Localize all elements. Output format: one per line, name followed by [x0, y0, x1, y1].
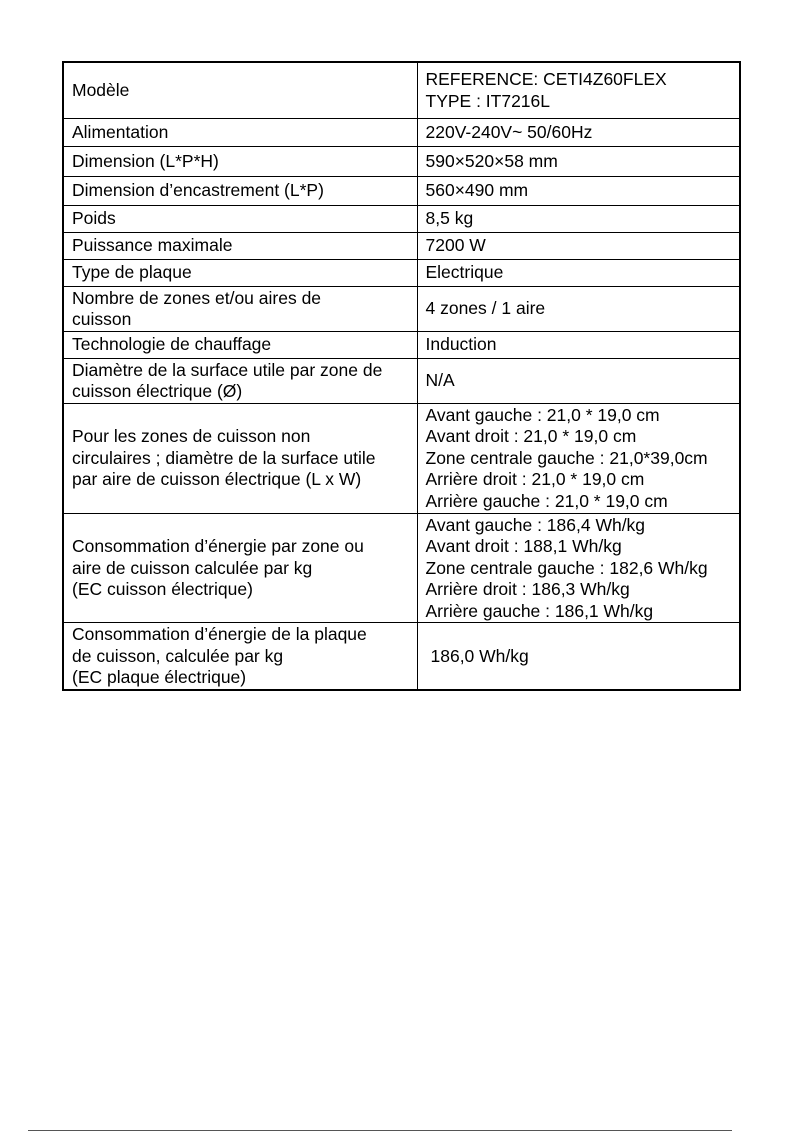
- row-label-heating-technology: Technologie de chauffage: [63, 331, 417, 358]
- specifications-table: [62, 61, 741, 691]
- table-row: [63, 176, 740, 205]
- row-label-power-supply: Alimentation: [63, 118, 417, 146]
- row-value-max-power: 7200 W: [417, 232, 740, 259]
- row-value-non-circular-zones: Avant gauche : 21,0 * 19,0 cm Avant droit : 21,0 * 19,0 cm Zone centrale gauche : 21,0*39,0cm Arrière droit : 21,0 * 19,0 cm Arrière gauche : 21,0 * 19,0 cm: [417, 403, 740, 513]
- row-label-energy-per-zone: Consommation d’énergie par zone ou aire de cuisson calculée par kg (EC cuisson électrique): [63, 513, 417, 623]
- table-row: [63, 232, 740, 259]
- table-row: [63, 286, 740, 331]
- row-value-hob-type: Electrique: [417, 259, 740, 286]
- row-label-useful-diameter: Diamètre de la surface utile par zone de cuisson électrique (Ø): [63, 358, 417, 403]
- row-value-energy-hob: 186,0 Wh/kg: [417, 623, 740, 690]
- row-label-dimension: Dimension (L*P*H): [63, 146, 417, 176]
- row-label-zone-count: Nombre de zones et/ou aires de cuisson: [63, 286, 417, 331]
- row-value-energy-per-zone: Avant gauche : 186,4 Wh/kg Avant droit : 188,1 Wh/kg Zone centrale gauche : 182,6 Wh/kg Arrière droit : 186,3 Wh/kg Arrière gauche : 186,1 Wh/kg: [417, 513, 740, 623]
- row-label-energy-hob: Consommation d’énergie de la plaque de cuisson, calculée par kg (EC plaque électrique): [63, 623, 417, 690]
- table-row: [63, 513, 740, 623]
- table-row: [63, 62, 740, 118]
- row-label-weight: Poids: [63, 205, 417, 232]
- table-row: [63, 259, 740, 286]
- row-label-non-circular-zones: Pour les zones de cuisson non circulaires ; diamètre de la surface utile par aire de cuisson électrique (L x W): [63, 403, 417, 513]
- row-value-model: REFERENCE: CETI4Z60FLEX TYPE : IT7216L: [417, 62, 740, 118]
- row-value-weight: 8,5 kg: [417, 205, 740, 232]
- table-row: [63, 146, 740, 176]
- table-row: [63, 358, 740, 403]
- table-row: [63, 331, 740, 358]
- row-value-dimension: 590×520×58 mm: [417, 146, 740, 176]
- row-value-cutout-dimension: 560×490 mm: [417, 176, 740, 205]
- row-label-model: Modèle: [63, 62, 417, 118]
- row-value-zone-count: 4 zones / 1 aire: [417, 286, 740, 331]
- table-row: [63, 118, 740, 146]
- table-row: [63, 623, 740, 690]
- row-value-power-supply: 220V-240V~ 50/60Hz: [417, 118, 740, 146]
- table-row: [63, 205, 740, 232]
- row-value-heating-technology: Induction: [417, 331, 740, 358]
- footer-divider: [28, 1130, 732, 1131]
- row-label-hob-type: Type de plaque: [63, 259, 417, 286]
- row-value-useful-diameter: N/A: [417, 358, 740, 403]
- row-label-cutout-dimension: Dimension d’encastrement (L*P): [63, 176, 417, 205]
- row-label-max-power: Puissance maximale: [63, 232, 417, 259]
- table-row: [63, 403, 740, 513]
